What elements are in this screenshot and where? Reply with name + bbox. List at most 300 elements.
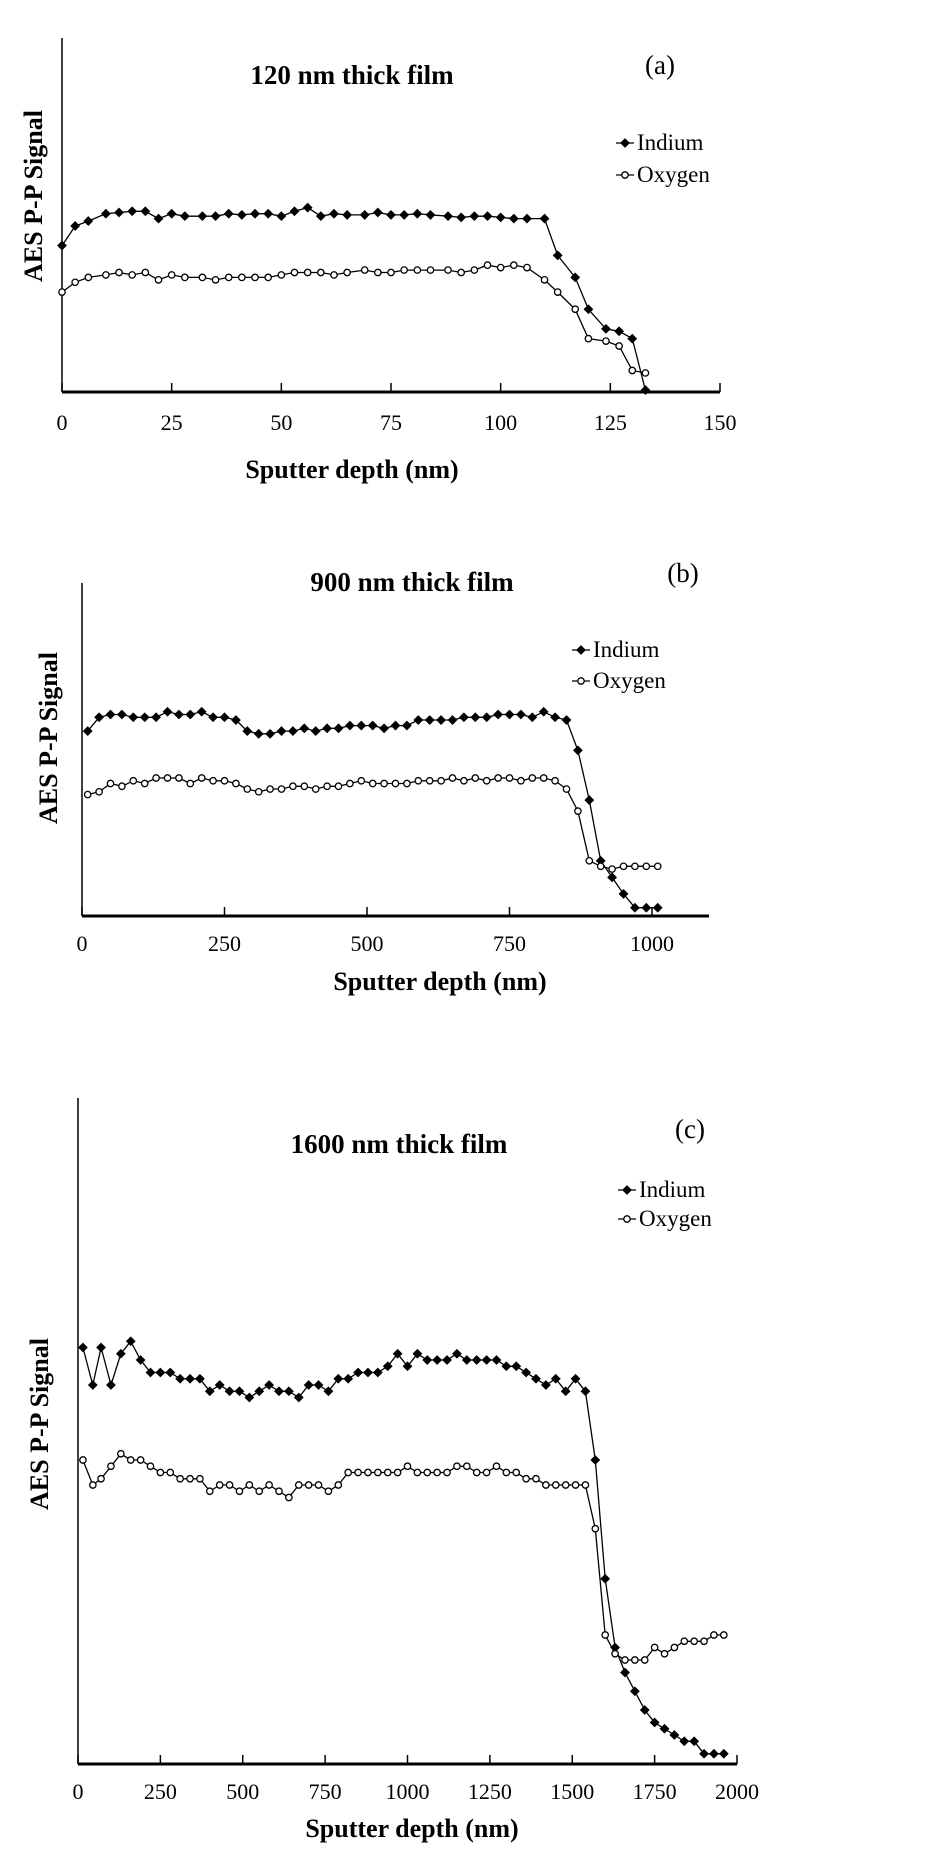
indium-point bbox=[84, 217, 92, 225]
oxygen-point bbox=[315, 1482, 321, 1488]
oxygen-point bbox=[484, 778, 490, 784]
oxygen-point bbox=[236, 1488, 242, 1494]
oxygen-point bbox=[164, 775, 170, 781]
indium-point bbox=[79, 1343, 87, 1351]
indium-point bbox=[255, 1387, 263, 1395]
oxygen-point bbox=[529, 775, 535, 781]
indium-point bbox=[463, 1356, 471, 1364]
oxygen-point bbox=[616, 343, 622, 349]
oxygen-point bbox=[721, 1632, 727, 1638]
indium-point bbox=[343, 211, 351, 219]
indium-point bbox=[496, 213, 504, 221]
oxygen-point bbox=[296, 1482, 302, 1488]
oxygen-point bbox=[252, 274, 258, 280]
oxygen-point bbox=[304, 269, 310, 275]
x-tick-label: 0 bbox=[76, 931, 88, 956]
oxygen-point bbox=[85, 274, 91, 280]
indium-point bbox=[224, 210, 232, 218]
indium-point bbox=[198, 708, 206, 716]
oxygen-point bbox=[375, 1469, 381, 1475]
oxygen-point bbox=[445, 267, 451, 273]
oxygen-point bbox=[632, 1657, 638, 1663]
indium-point bbox=[528, 713, 536, 721]
indium-point bbox=[71, 222, 79, 230]
oxygen-point bbox=[90, 1482, 96, 1488]
indium-point bbox=[601, 1575, 609, 1583]
indium-point bbox=[167, 210, 175, 218]
oxygen-point bbox=[344, 269, 350, 275]
oxygen-point bbox=[276, 1488, 282, 1494]
oxygen-point bbox=[543, 1482, 549, 1488]
indium-point bbox=[303, 203, 311, 211]
indium-point bbox=[215, 1381, 223, 1389]
oxygen-point bbox=[155, 277, 161, 283]
series-oxygen bbox=[59, 262, 649, 376]
chart-panel-b bbox=[34, 558, 709, 996]
x-tick-label: 25 bbox=[160, 410, 183, 435]
x-tick-label: 100 bbox=[484, 410, 518, 435]
oxygen-point bbox=[511, 262, 517, 268]
indium-line bbox=[62, 208, 645, 391]
oxygen-point bbox=[233, 780, 239, 786]
oxygen-point bbox=[671, 1644, 677, 1650]
oxygen-point bbox=[226, 1482, 232, 1488]
x-tick-label: 75 bbox=[380, 410, 402, 435]
oxygen-point bbox=[278, 272, 284, 278]
x-axis-label: Sputter depth (nm) bbox=[245, 455, 459, 484]
legend-oxygen-marker bbox=[622, 172, 628, 178]
oxygen-point bbox=[444, 1469, 450, 1475]
oxygen-line bbox=[88, 778, 658, 869]
indium-point bbox=[621, 1668, 629, 1676]
legend-indium-marker bbox=[577, 646, 585, 654]
indium-point bbox=[238, 211, 246, 219]
indium-point bbox=[615, 327, 623, 335]
oxygen-point bbox=[523, 1476, 529, 1482]
oxygen-point bbox=[414, 1469, 420, 1475]
indium-point bbox=[540, 214, 548, 222]
oxygen-point bbox=[434, 1469, 440, 1475]
oxygen-point bbox=[116, 269, 122, 275]
oxygen-point bbox=[661, 1651, 667, 1657]
oxygen-point bbox=[458, 269, 464, 275]
oxygen-point bbox=[355, 1469, 361, 1475]
indium-point bbox=[89, 1381, 97, 1389]
indium-point bbox=[312, 727, 320, 735]
indium-point bbox=[670, 1731, 678, 1739]
x-tick-label: 750 bbox=[493, 931, 526, 956]
oxygen-point bbox=[464, 1463, 470, 1469]
oxygen-point bbox=[497, 264, 503, 270]
oxygen-point bbox=[388, 269, 394, 275]
indium-point bbox=[512, 1362, 520, 1370]
oxygen-point bbox=[221, 778, 227, 784]
indium-point bbox=[211, 212, 219, 220]
indium-point bbox=[300, 724, 308, 732]
panel-tag: (b) bbox=[667, 558, 699, 588]
series-oxygen bbox=[85, 775, 661, 872]
indium-point bbox=[97, 1343, 105, 1351]
oxygen-point bbox=[473, 1469, 479, 1475]
indium-point bbox=[437, 716, 445, 724]
indium-point bbox=[472, 1356, 480, 1364]
indium-point bbox=[175, 710, 183, 718]
oxygen-point bbox=[484, 262, 490, 268]
oxygen-point bbox=[562, 1482, 568, 1488]
legend-indium-label: Indium bbox=[639, 1177, 706, 1202]
indium-point bbox=[433, 1356, 441, 1364]
indium-point bbox=[494, 710, 502, 718]
oxygen-point bbox=[553, 1482, 559, 1488]
indium-point bbox=[720, 1750, 728, 1758]
y-axis-label: AES P-P Signal bbox=[19, 110, 48, 282]
indium-point bbox=[354, 1368, 362, 1376]
oxygen-point bbox=[518, 778, 524, 784]
indium-point bbox=[517, 710, 525, 718]
oxygen-point bbox=[108, 1463, 114, 1469]
oxygen-point bbox=[157, 1469, 163, 1475]
x-tick-label: 150 bbox=[703, 410, 737, 435]
indium-point bbox=[225, 1387, 233, 1395]
indium-point bbox=[660, 1725, 668, 1733]
oxygen-point bbox=[345, 1469, 351, 1475]
indium-point bbox=[540, 708, 548, 716]
indium-point bbox=[680, 1737, 688, 1745]
oxygen-point bbox=[471, 267, 477, 273]
oxygen-point bbox=[370, 780, 376, 786]
oxygen-point bbox=[130, 778, 136, 784]
legend-oxygen-label: Oxygen bbox=[637, 162, 710, 187]
oxygen-point bbox=[212, 277, 218, 283]
oxygen-point bbox=[147, 1463, 153, 1469]
oxygen-point bbox=[291, 269, 297, 275]
indium-point bbox=[176, 1375, 184, 1383]
indium-point bbox=[277, 727, 285, 735]
indium-point bbox=[608, 873, 616, 881]
oxygen-point bbox=[572, 306, 578, 312]
indium-point bbox=[220, 713, 228, 721]
oxygen-point bbox=[313, 786, 319, 792]
indium-point bbox=[152, 713, 160, 721]
oxygen-point bbox=[620, 863, 626, 869]
y-axis-label: AES P-P Signal bbox=[34, 652, 63, 824]
oxygen-point bbox=[216, 1482, 222, 1488]
indium-point bbox=[289, 727, 297, 735]
oxygen-point bbox=[85, 791, 91, 797]
legend bbox=[618, 1177, 712, 1231]
oxygen-point bbox=[290, 783, 296, 789]
oxygen-point bbox=[210, 778, 216, 784]
oxygen-point bbox=[361, 267, 367, 273]
indium-point bbox=[374, 208, 382, 216]
indium-point bbox=[129, 713, 137, 721]
oxygen-point bbox=[335, 1482, 341, 1488]
oxygen-point bbox=[375, 269, 381, 275]
oxygen-point bbox=[118, 1451, 124, 1457]
indium-point bbox=[102, 210, 110, 218]
oxygen-point bbox=[655, 863, 661, 869]
oxygen-point bbox=[427, 267, 433, 273]
indium-point bbox=[186, 710, 194, 718]
oxygen-point bbox=[187, 1476, 193, 1482]
oxygen-point bbox=[415, 778, 421, 784]
oxygen-point bbox=[119, 783, 125, 789]
oxygen-point bbox=[495, 775, 501, 781]
oxygen-point bbox=[153, 775, 159, 781]
oxygen-point bbox=[244, 786, 250, 792]
legend-oxygen-marker bbox=[578, 678, 584, 684]
indium-point bbox=[186, 1375, 194, 1383]
indium-point bbox=[444, 212, 452, 220]
indium-point bbox=[423, 1356, 431, 1364]
indium-point bbox=[542, 1381, 550, 1389]
y-axis-label: AES P-P Signal bbox=[25, 1338, 54, 1510]
oxygen-point bbox=[603, 338, 609, 344]
indium-point bbox=[426, 211, 434, 219]
oxygen-point bbox=[401, 267, 407, 273]
indium-point bbox=[209, 713, 217, 721]
oxygen-point bbox=[128, 1457, 134, 1463]
oxygen-point bbox=[256, 1488, 262, 1494]
oxygen-point bbox=[585, 335, 591, 341]
oxygen-point bbox=[286, 1494, 292, 1500]
x-tick-label: 250 bbox=[208, 931, 241, 956]
indium-point bbox=[562, 716, 570, 724]
oxygen-point bbox=[414, 267, 420, 273]
indium-point bbox=[346, 721, 354, 729]
oxygen-point bbox=[513, 1469, 519, 1475]
oxygen-point bbox=[167, 1469, 173, 1475]
x-tick-label: 1000 bbox=[385, 1779, 430, 1804]
legend-indium-marker bbox=[623, 1186, 631, 1194]
indium-point bbox=[334, 724, 342, 732]
oxygen-point bbox=[449, 775, 455, 781]
indium-point bbox=[523, 214, 531, 222]
indium-point bbox=[266, 730, 274, 738]
indium-point bbox=[251, 210, 259, 218]
oxygen-point bbox=[239, 274, 245, 280]
oxygen-point bbox=[563, 786, 569, 792]
oxygen-point bbox=[582, 1482, 588, 1488]
oxygen-point bbox=[404, 1463, 410, 1469]
oxygen-point bbox=[642, 370, 648, 376]
indium-point bbox=[374, 1368, 382, 1376]
indium-point bbox=[413, 210, 421, 218]
indium-point bbox=[115, 208, 123, 216]
indium-point bbox=[492, 1356, 500, 1364]
legend-oxygen-marker bbox=[624, 1216, 630, 1222]
x-tick-label: 750 bbox=[308, 1779, 342, 1804]
oxygen-point bbox=[301, 783, 307, 789]
legend-oxygen-label: Oxygen bbox=[593, 668, 666, 693]
x-tick-label: 0 bbox=[56, 410, 68, 435]
oxygen-point bbox=[324, 783, 330, 789]
oxygen-point bbox=[187, 780, 193, 786]
x-tick-label: 125 bbox=[593, 410, 627, 435]
oxygen-point bbox=[137, 1457, 143, 1463]
indium-point bbox=[628, 334, 636, 342]
indium-point bbox=[414, 716, 422, 724]
indium-point bbox=[460, 713, 468, 721]
oxygen-point bbox=[461, 778, 467, 784]
indium-point bbox=[400, 211, 408, 219]
oxygen-point bbox=[80, 1457, 86, 1463]
indium-point bbox=[426, 716, 434, 724]
indium-point bbox=[654, 904, 662, 912]
chart-title: 900 nm thick film bbox=[310, 567, 514, 597]
x-tick-label: 500 bbox=[350, 931, 384, 956]
indium-point bbox=[522, 1368, 530, 1376]
oxygen-point bbox=[278, 786, 284, 792]
oxygen-point bbox=[404, 780, 410, 786]
indium-point bbox=[448, 716, 456, 724]
x-tick-label: 1500 bbox=[550, 1779, 595, 1804]
oxygen-point bbox=[609, 866, 615, 872]
indium-point bbox=[314, 1381, 322, 1389]
oxygen-point bbox=[602, 1632, 608, 1638]
oxygen-point bbox=[225, 274, 231, 280]
panel-tag: (a) bbox=[645, 50, 675, 80]
indium-point bbox=[107, 1381, 115, 1389]
indium-point bbox=[166, 1368, 174, 1376]
oxygen-point bbox=[168, 272, 174, 278]
oxygen-point bbox=[358, 778, 364, 784]
indium-point bbox=[154, 214, 162, 222]
indium-point bbox=[551, 713, 559, 721]
x-tick-label: 1750 bbox=[632, 1779, 677, 1804]
indium-point bbox=[156, 1368, 164, 1376]
indium-point bbox=[330, 210, 338, 218]
oxygen-point bbox=[612, 1651, 618, 1657]
indium-point bbox=[118, 710, 126, 718]
oxygen-point bbox=[265, 274, 271, 280]
indium-point bbox=[141, 713, 149, 721]
oxygen-point bbox=[325, 1488, 331, 1494]
oxygen-point bbox=[541, 277, 547, 283]
oxygen-point bbox=[506, 775, 512, 781]
series-indium bbox=[79, 1337, 728, 1758]
chart-title: 1600 nm thick film bbox=[290, 1129, 508, 1159]
oxygen-point bbox=[632, 863, 638, 869]
oxygen-line bbox=[83, 1454, 724, 1660]
indium-point bbox=[483, 212, 491, 220]
chart-panel-a bbox=[19, 38, 737, 484]
indium-point bbox=[364, 1368, 372, 1376]
oxygen-point bbox=[438, 778, 444, 784]
oxygen-point bbox=[246, 1482, 252, 1488]
x-tick-label: 1250 bbox=[467, 1779, 512, 1804]
oxygen-line bbox=[62, 265, 645, 373]
indium-point bbox=[265, 1381, 273, 1389]
oxygen-point bbox=[199, 775, 205, 781]
x-axis-label: Sputter depth (nm) bbox=[305, 1814, 519, 1843]
oxygen-point bbox=[681, 1638, 687, 1644]
legend bbox=[572, 637, 666, 693]
oxygen-point bbox=[541, 775, 547, 781]
indium-point bbox=[264, 210, 272, 218]
oxygen-point bbox=[256, 789, 262, 795]
indium-point bbox=[285, 1387, 293, 1395]
oxygen-point bbox=[592, 1526, 598, 1532]
oxygen-point bbox=[651, 1644, 657, 1650]
oxygen-point bbox=[318, 269, 324, 275]
indium-point bbox=[181, 212, 189, 220]
oxygen-point bbox=[642, 1657, 648, 1663]
oxygen-point bbox=[96, 789, 102, 795]
legend-indium-label: Indium bbox=[637, 130, 704, 155]
legend-indium-label: Indium bbox=[593, 637, 660, 662]
indium-point bbox=[470, 212, 478, 220]
indium-point bbox=[380, 724, 388, 732]
indium-point bbox=[360, 211, 368, 219]
indium-point bbox=[642, 904, 650, 912]
indium-point bbox=[357, 721, 365, 729]
oxygen-point bbox=[197, 1476, 203, 1482]
oxygen-point bbox=[643, 863, 649, 869]
oxygen-point bbox=[711, 1632, 717, 1638]
indium-point bbox=[58, 241, 66, 249]
oxygen-point bbox=[335, 783, 341, 789]
oxygen-point bbox=[72, 279, 78, 285]
indium-point bbox=[532, 1375, 540, 1383]
indium-point bbox=[591, 1456, 599, 1464]
oxygen-point bbox=[267, 786, 273, 792]
oxygen-point bbox=[622, 1657, 628, 1663]
x-axis-label: Sputter depth (nm) bbox=[333, 967, 547, 996]
indium-line bbox=[83, 1341, 724, 1754]
indium-point bbox=[387, 211, 395, 219]
x-tick-label: 1000 bbox=[630, 931, 674, 956]
oxygen-point bbox=[554, 289, 560, 295]
legend bbox=[616, 130, 710, 187]
indium-point bbox=[453, 1350, 461, 1358]
oxygen-point bbox=[586, 858, 592, 864]
x-tick-label: 2000 bbox=[715, 1779, 759, 1804]
indium-point bbox=[502, 1362, 510, 1370]
oxygen-point bbox=[199, 274, 205, 280]
oxygen-point bbox=[394, 1469, 400, 1475]
indium-point bbox=[275, 1387, 283, 1395]
oxygen-point bbox=[427, 778, 433, 784]
indium-point bbox=[631, 1687, 639, 1695]
indium-point bbox=[106, 710, 114, 718]
oxygen-point bbox=[575, 808, 581, 814]
oxygen-point bbox=[305, 1482, 311, 1488]
oxygen-point bbox=[182, 274, 188, 280]
oxygen-point bbox=[524, 264, 530, 270]
oxygen-point bbox=[331, 272, 337, 278]
oxygen-point bbox=[493, 1463, 499, 1469]
oxygen-point bbox=[424, 1469, 430, 1475]
oxygen-point bbox=[691, 1638, 697, 1644]
legend-oxygen-label: Oxygen bbox=[639, 1206, 712, 1231]
indium-point bbox=[369, 721, 377, 729]
x-tick-label: 0 bbox=[72, 1779, 84, 1804]
indium-point bbox=[198, 212, 206, 220]
oxygen-point bbox=[572, 1482, 578, 1488]
oxygen-point bbox=[385, 1469, 391, 1475]
oxygen-point bbox=[266, 1482, 272, 1488]
oxygen-point bbox=[177, 1476, 183, 1482]
oxygen-point bbox=[98, 1476, 104, 1482]
oxygen-point bbox=[365, 1469, 371, 1475]
indium-point bbox=[290, 207, 298, 215]
oxygen-point bbox=[107, 780, 113, 786]
indium-point bbox=[710, 1750, 718, 1758]
indium-point bbox=[505, 710, 513, 718]
oxygen-point bbox=[533, 1476, 539, 1482]
oxygen-point bbox=[129, 272, 135, 278]
